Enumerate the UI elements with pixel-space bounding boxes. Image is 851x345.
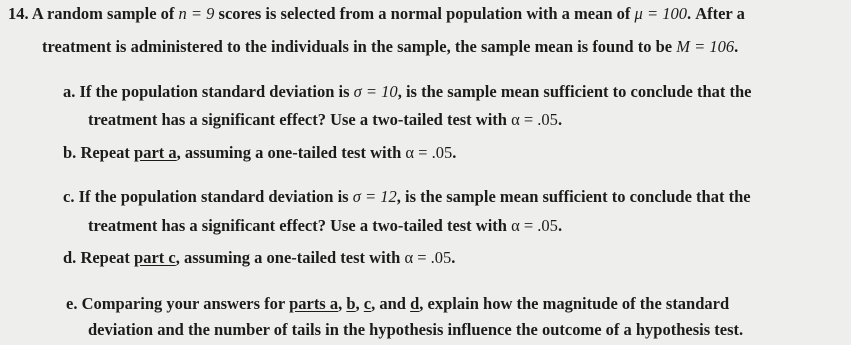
parts-a-link[interactable]: parts a bbox=[289, 294, 339, 313]
part-e-separator: , bbox=[338, 294, 343, 313]
part-a-text: If the population standard deviation is bbox=[79, 82, 350, 101]
part-e-line-1 bbox=[66, 294, 729, 314]
intro-text: A random sample of bbox=[31, 4, 175, 23]
part-b-line-1 bbox=[63, 143, 456, 163]
part-c-text: . bbox=[557, 216, 563, 235]
part-c-text: If the population standard deviation is bbox=[78, 187, 349, 206]
part-c-link[interactable]: part c bbox=[134, 248, 176, 267]
sample-mean-expression: M = 106 bbox=[676, 37, 735, 56]
part-b-alpha: α = .05 bbox=[405, 143, 453, 162]
part-a-text: treatment has a significant effect? Use a two-tailed test with bbox=[88, 110, 507, 129]
part-a-alpha: α = .05 bbox=[511, 110, 558, 129]
problem-line-2 bbox=[42, 37, 738, 57]
part-c-text: treatment has a significant effect? Use a two-tailed test with bbox=[88, 216, 507, 235]
part-c-line-1 bbox=[63, 187, 751, 207]
part-c-sigma: σ = 12 bbox=[352, 187, 397, 206]
part-e-separator: , and bbox=[371, 294, 406, 313]
part-d-label: d. bbox=[63, 248, 77, 267]
part-d-text: . bbox=[451, 248, 456, 267]
part-a-label: a. bbox=[63, 82, 76, 101]
part-a-sigma: σ = 10 bbox=[353, 82, 398, 101]
part-c-link[interactable]: c bbox=[363, 294, 372, 313]
part-c-label: c. bbox=[63, 187, 75, 206]
part-a-link[interactable]: part a bbox=[134, 143, 177, 162]
part-b-text: . bbox=[452, 143, 457, 162]
problem-line-1 bbox=[8, 4, 745, 24]
part-a-text: . bbox=[557, 110, 563, 129]
intro-text: . After a bbox=[686, 4, 745, 23]
problem-number: 14. bbox=[8, 4, 29, 23]
part-e-label: e. bbox=[66, 294, 78, 313]
part-a-line-1 bbox=[63, 82, 752, 102]
part-c-text: , is the sample mean sufficient to conclude that the bbox=[396, 187, 751, 206]
part-d-text: , assuming a one-tailed test with bbox=[175, 248, 401, 267]
part-e-line-2 bbox=[88, 320, 743, 340]
part-e-separator: , bbox=[355, 294, 360, 313]
part-b-text: Repeat bbox=[80, 143, 130, 162]
part-c-alpha: α = .05 bbox=[511, 216, 558, 235]
part-e-text: Comparing your answers for bbox=[81, 294, 285, 313]
part-d-text: Repeat bbox=[80, 248, 130, 267]
part-e-text: , explain how the magnitude of the standard bbox=[419, 294, 730, 313]
part-a-text: , is the sample mean sufficient to conclude that the bbox=[397, 82, 752, 101]
part-b-link[interactable]: b bbox=[346, 294, 356, 313]
part-a-line-2 bbox=[88, 110, 562, 130]
part-e-text: deviation and the number of tails in the hypothesis influence the outcome of a hypothesis test. bbox=[88, 320, 744, 339]
intro-text: treatment is administered to the individuals in the sample, the sample mean is found to be bbox=[42, 37, 673, 56]
part-b-label: b. bbox=[63, 143, 77, 162]
part-c-line-2 bbox=[88, 216, 562, 236]
part-b-text: , assuming a one-tailed test with bbox=[176, 143, 402, 162]
intro-text: scores is selected from a normal population with a mean of bbox=[218, 4, 631, 23]
part-d-link[interactable]: d bbox=[410, 294, 420, 313]
part-d-line-1 bbox=[63, 248, 455, 268]
sample-size-expression: n = 9 bbox=[178, 4, 215, 23]
part-d-alpha: α = .05 bbox=[404, 248, 452, 267]
intro-text: . bbox=[734, 37, 739, 56]
population-mean-expression: μ = 100 bbox=[634, 4, 687, 23]
